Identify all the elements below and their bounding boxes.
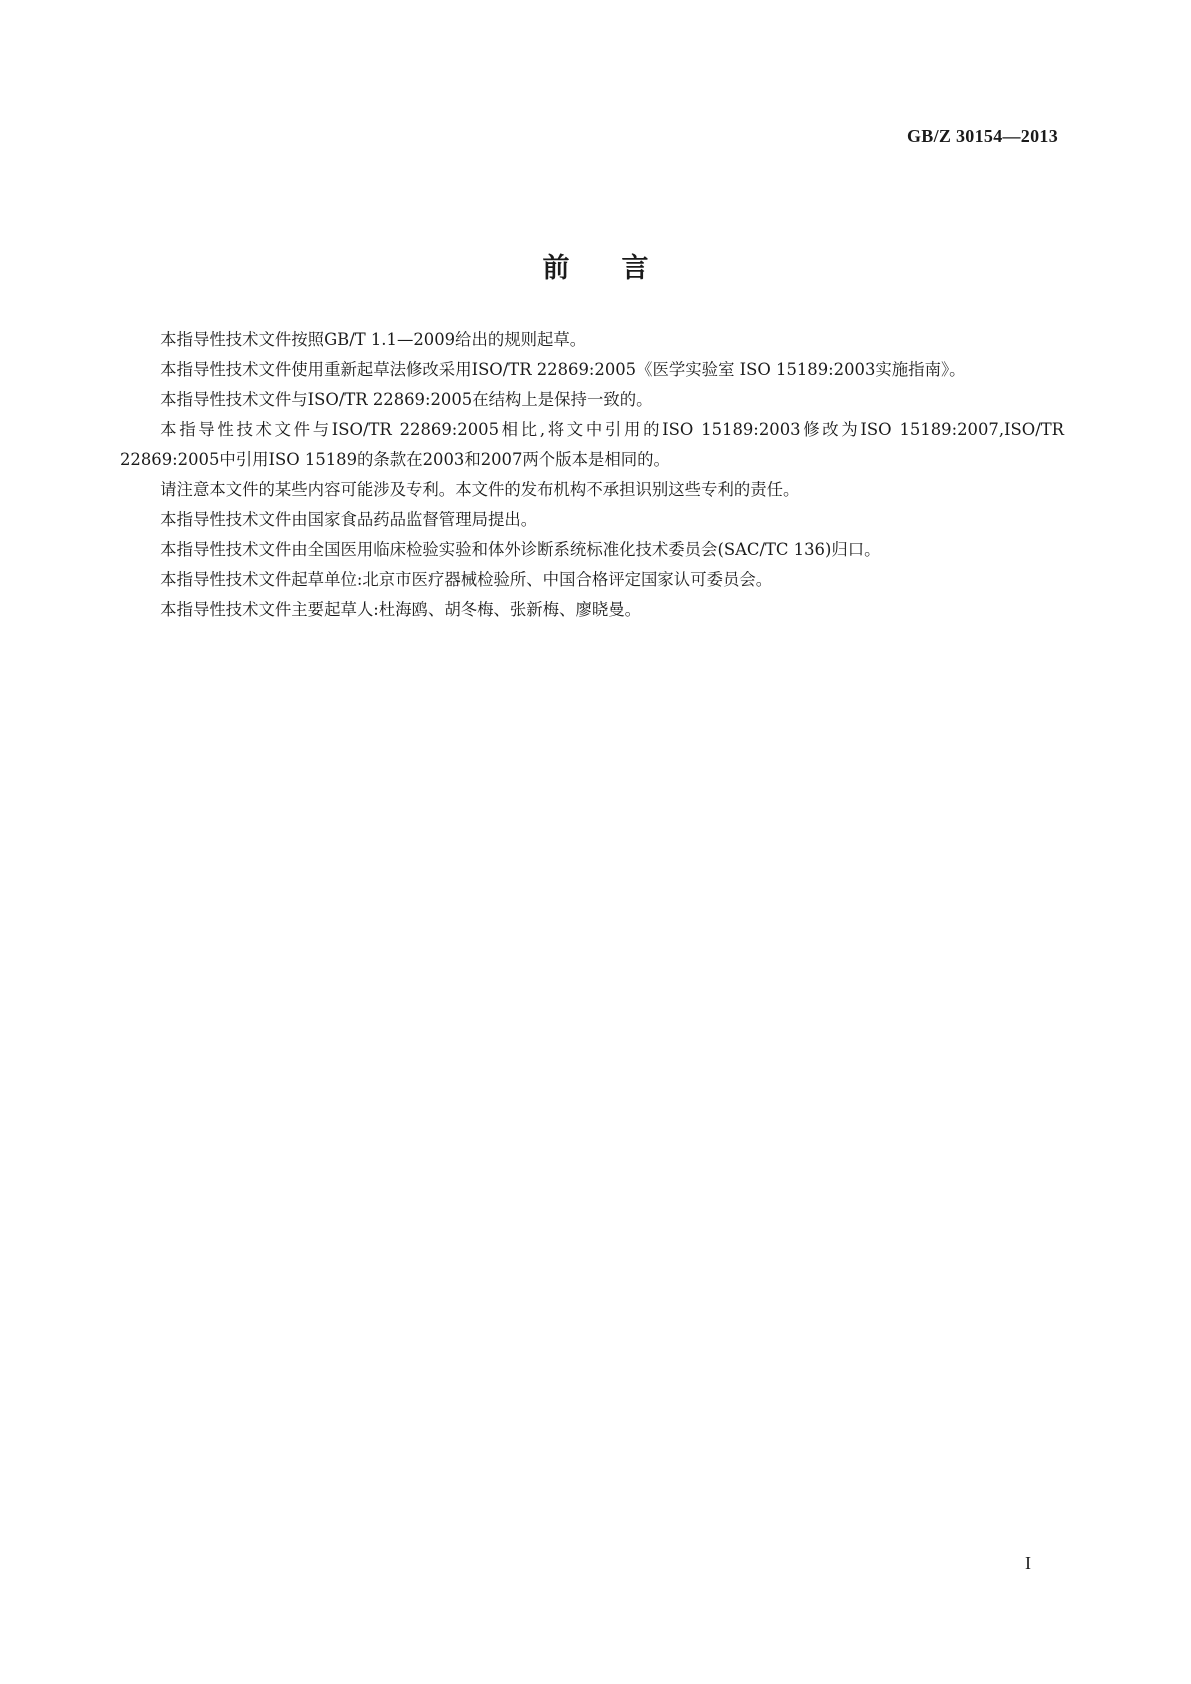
standard-code: GB/Z 30154—2013 xyxy=(906,126,1058,146)
paragraph-proposer: 本指导性技术文件由国家食品药品监督管理局提出。 xyxy=(160,510,538,529)
paragraph-drafters: 本指导性技术文件主要起草人:杜海鸥、胡冬梅、张新梅、廖晓曼。 xyxy=(160,600,642,619)
paragraph-structure: 本指导性技术文件与ISO/TR 22869:2005在结构上是保持一致的。 xyxy=(160,390,653,409)
paragraph-patent-notice: 请注意本文件的某些内容可能涉及专利。本文件的发布机构不承担识别这些专利的责任。 xyxy=(160,480,800,499)
paragraph-differences: 本指导性技术文件与ISO/TR 22869:2005相比,将文中引用的ISO 15189:2003修改为ISO 15189:2007,ISO/TR 22869:2005中引用ISO 15189的条款在2003和2007两个版本是相同的。 xyxy=(120,420,1064,469)
page-number: I xyxy=(1025,1553,1031,1573)
foreword-body xyxy=(120,325,1064,625)
paragraph-drafting-units: 本指导性技术文件起草单位:北京市医疗器械检验所、中国合格评定国家认可委员会。 xyxy=(160,570,773,589)
paragraph-drafting-rules: 本指导性技术文件按照GB/T 1.1—2009给出的规则起草。 xyxy=(160,330,587,349)
paragraph-adoption-method: 本指导性技术文件使用重新起草法修改采用ISO/TR 22869:2005《医学实验室 ISO 15189:2003实施指南》。 xyxy=(160,360,966,379)
paragraph-responsible-committee: 本指导性技术文件由全国医用临床检验实验和体外诊断系统标准化技术委员会(SAC/TC 136)归口。 xyxy=(160,540,881,559)
page-title: 前言 xyxy=(542,253,701,285)
